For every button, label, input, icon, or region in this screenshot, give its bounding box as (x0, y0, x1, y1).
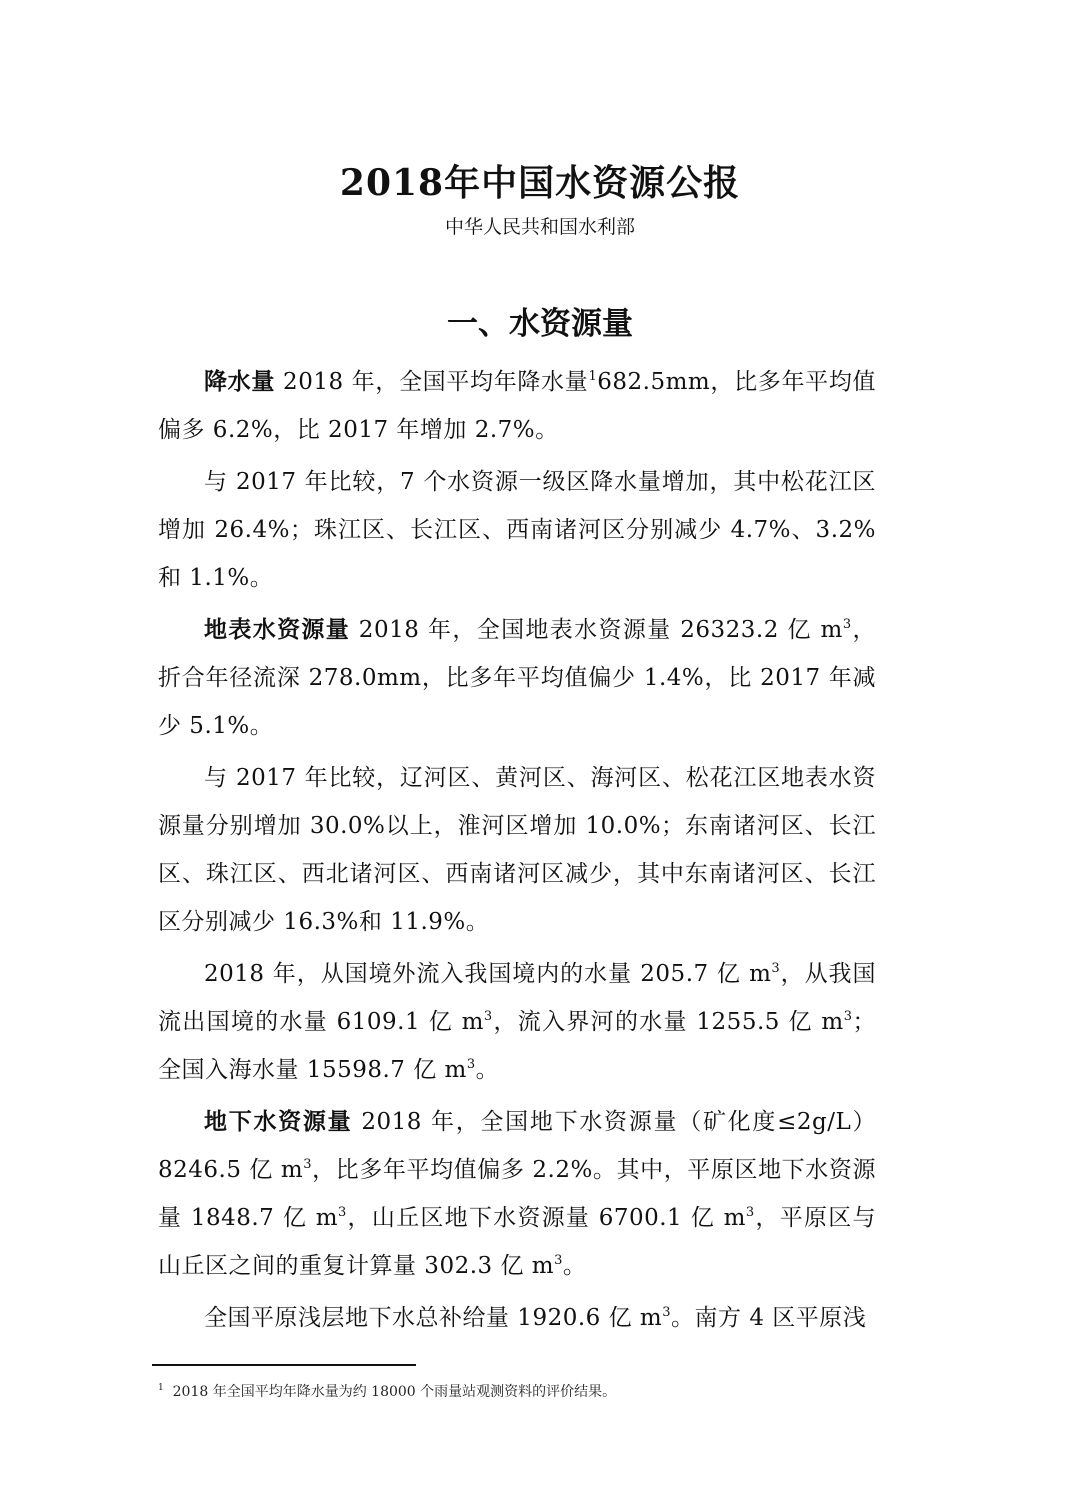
paragraph-shallow-groundwater (158, 1294, 876, 1342)
paragraph-text: 。 (562, 1253, 587, 1279)
paragraph-text: 2018 年，从国境外流入我国境内的水量 205.7 亿 m (204, 961, 772, 987)
paragraph-text: ，折合年径流深 278.0mm，比多年平均值偏少 1.4%，比 2017 年减少 5.1%。 (158, 617, 876, 739)
superscript: 3 (745, 1205, 755, 1220)
superscript: 3 (303, 1157, 312, 1172)
paragraph-text: 与 2017 年比较，辽河区、黄河区、海河区、松花江区地表水资源量分别增加 30.0%以上，淮河区增加 10.0%；东南诸河区、长江区、珠江区、西北诸河区、西南诸河区减少，其中东南诸河区、长江区分别减少 16.3%和 11.9%。 (158, 765, 876, 935)
footnote-divider (152, 1364, 416, 1366)
section-heading: 一、水资源量 (447, 306, 633, 342)
paragraph-text: 2018 年，全国地下水资源量（矿化度≤2g/L）8246.5 亿 m (158, 1109, 876, 1183)
superscript: 3 (466, 1057, 476, 1072)
paragraph-text: 2018 年，全国平均年降水量 (275, 369, 589, 395)
footnote-marker: 1 (158, 1383, 164, 1393)
paragraph-groundwater (158, 1098, 876, 1290)
paragraph-lead: 地表水资源量 (204, 616, 351, 643)
paragraph-surface-water-comparison (158, 754, 876, 946)
paragraph-text: 。南方 4 区平原浅 (671, 1305, 867, 1331)
superscript: 3 (771, 961, 781, 976)
paragraph-lead: 降水量 (204, 368, 276, 395)
paragraph-precipitation-comparison (158, 458, 876, 602)
paragraph-text: ，比多年平均值偏多 2.2%。其中，平原区地下水资源量 1848.7 亿 m (158, 1157, 876, 1231)
superscript: 3 (483, 1009, 493, 1024)
page-title: 2018年中国水资源公报 (339, 162, 741, 204)
paragraph-text: ，山丘区地下水资源量 6700.1 亿 m (346, 1205, 746, 1231)
paragraph-cross-border-flow (158, 950, 876, 1094)
page-subtitle: 中华人民共和国水利部 (444, 216, 635, 238)
body-text (158, 358, 876, 1346)
paragraph-text: ，从我国流出国境的水量 6109.1 亿 m (158, 961, 876, 1035)
footnote (158, 1381, 616, 1401)
paragraph-lead: 地下水资源量 (204, 1108, 353, 1135)
superscript: 3 (662, 1305, 672, 1320)
superscript: 3 (554, 1253, 563, 1268)
paragraph-text: ；全国入海水量 15598.7 亿 m (158, 1009, 876, 1083)
paragraph-text: 2018 年，全国地表水资源量 26323.2 亿 m (350, 617, 843, 643)
paragraph-text: ，流入界河的水量 1255.5 亿 m (492, 1009, 844, 1035)
paragraph-text: ，平原区与山丘区之间的重复计算量 302.3 亿 m (158, 1205, 876, 1279)
superscript: 3 (338, 1205, 347, 1220)
superscript: 3 (842, 617, 852, 632)
paragraph-precipitation (158, 358, 876, 454)
superscript: 3 (843, 1009, 853, 1024)
paragraph-text: 。 (475, 1057, 500, 1083)
footnote-reference: 1 (588, 369, 598, 384)
paragraph-text: 682.5mm，比多年平均值偏多 6.2%，比 2017 年增加 2.7%。 (158, 369, 877, 443)
paragraph-text: 与 2017 年比较，7 个水资源一级区降水量增加，其中松花江区增加 26.4%；珠江区、长江区、西南诸河区分别减少 4.7%、3.2% 和 1.1%。 (158, 469, 876, 591)
paragraph-text: 全国平原浅层地下水总补给量 1920.6 亿 m (204, 1305, 663, 1331)
footnote-text: 2018 年全国平均年降水量为约 18000 个雨量站观测资料的评价结果。 (172, 1384, 617, 1400)
paragraph-surface-water (158, 606, 876, 750)
